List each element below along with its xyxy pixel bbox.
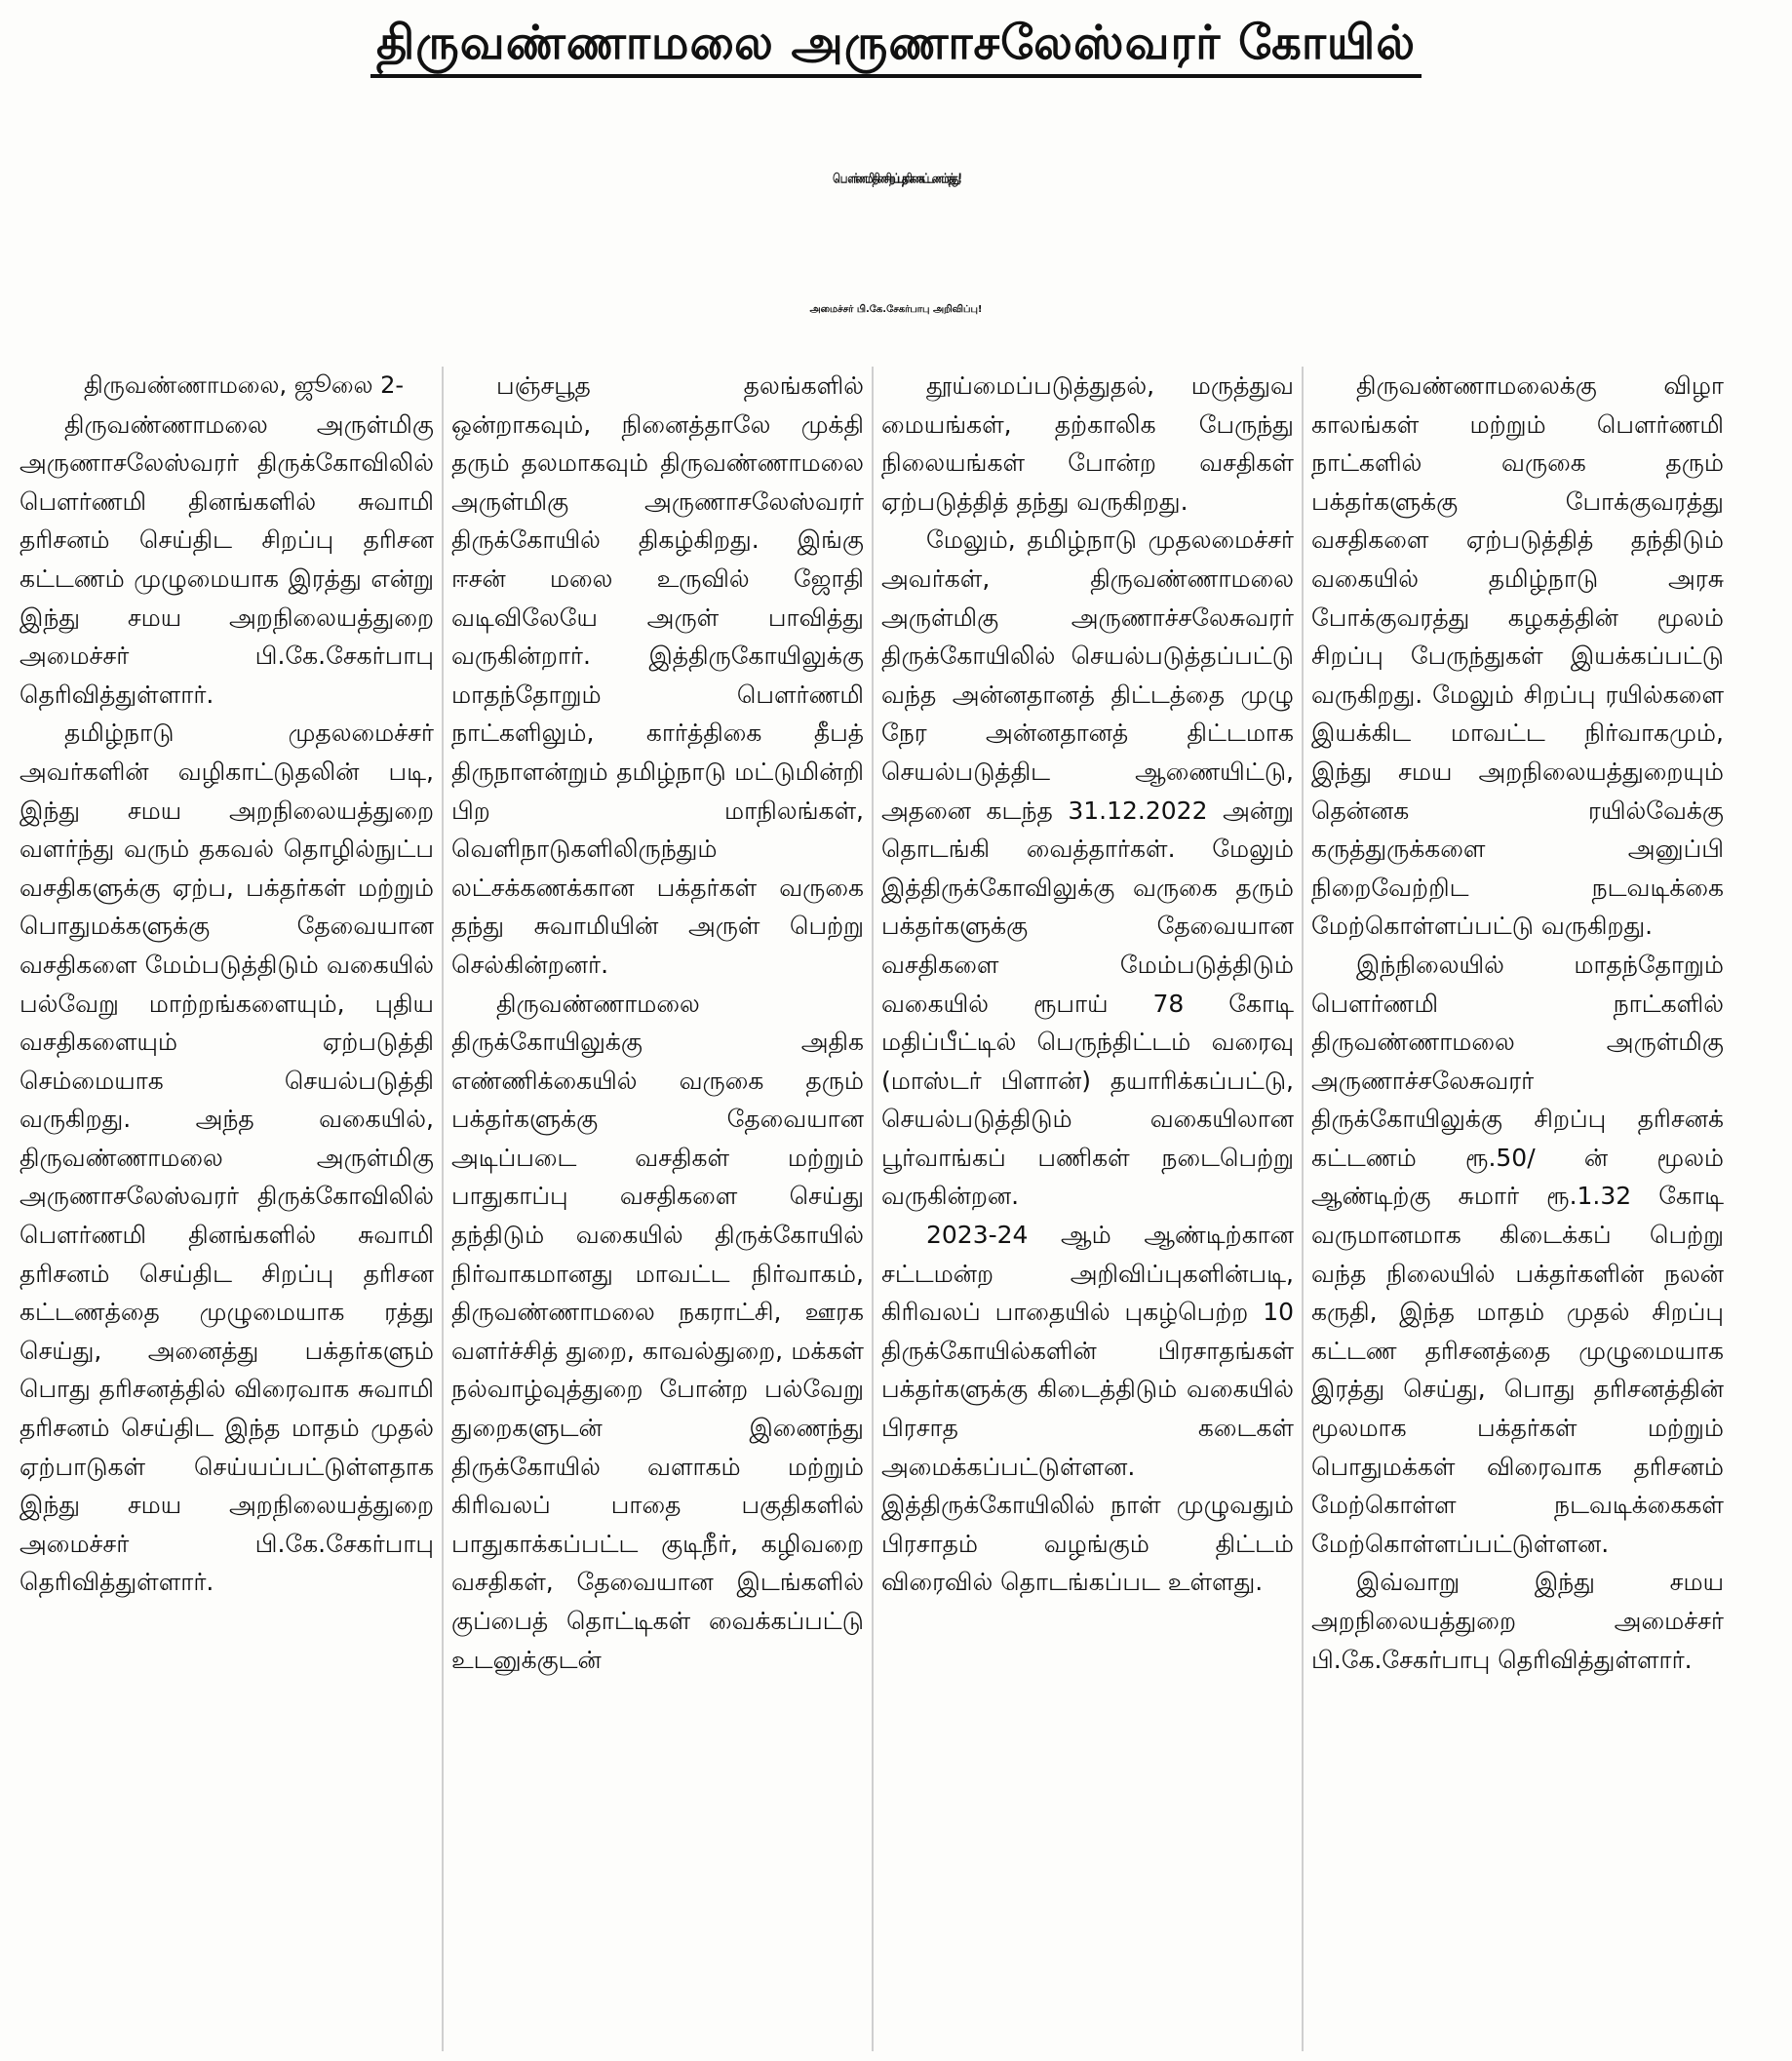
paragraph: 2023-24 ஆம் ஆண்டிற்கான சட்டமன்ற அறிவிப்புகளின்படி, கிரிவலப் பாதையில் புகழ்பெற்ற 10 திருக்கோயில்களின் பிரசாதங்கள் பக்தர்களுக்கு கிடைத்திடும் வகையில் பிரசாத கடைகள் அமைக்கப்பட்டுள்ளன. இத்திருக்கோயிலில் நாள் முழுவதும் பிரசாதம் வழங்கும் திட்டம் விரைவில் தொடங்கப்பட உள்ளது. (881, 1221, 1294, 1597)
paragraph: தூய்மைப்படுத்துதல், மருத்துவ மையங்கள், தற்காலிக பேருந்து நிலையங்கள் போன்ற வசதிகள் ஏற்படுத்தித் தந்து வருகிறது. (881, 371, 1294, 516)
paragraph: இந்நிலையில் மாதந்தோறும் பௌர்ணமி நாட்களில் திருவண்ணாமலை அருள்மிகு அருணாச்சலேசுவரர் திருக்கோயிலுக்கு சிறப்பு தரிசனக் கட்டணம் ரூ.50/ ன் மூலம் ஆண்டிற்கு சுமார் ரூ.1.32 கோடி வருமானமாக கிடைக்கப் பெற்று வந்த நிலையில் பக்தர்களின் நலன் கருதி, இந்த மாதம் முதல் சிறப்பு கட்டண தரிசனத்தை முழுமையாக இரத்து செய்து, பொது தரிசனத்தின் மூலமாக பக்தர்கள் மற்றும் பொதுமக்கள் விரைவாக தரிசனம் மேற்கொள்ள நடவடிக்கைகள் மேற்கொள்ளப்பட்டுள்ளன. (1311, 950, 1724, 1558)
paragraph: திருவண்ணாமலை திருக்கோயிலுக்கு அதிக எண்ணிக்கையில் வருகை தரும் பக்தர்களுக்கு தேவையான அடிப்படை வசதிகள் மற்றும் பாதுகாப்பு வசதிகளை செய்து தந்திடும் வகையில் திருக்கோயில் நிர்வாகமானது மாவட்ட நிர்வாகம், திருவண்ணாமலை நகராட்சி, ஊரக வளர்ச்சித் துறை, காவல்துறை, மக்கள் நல்வாழ்வுத்துறை போன்ற பல்வேறு துறைகளுடன் இணைந்து திருக்கோயில் வளாகம் மற்றும் கிரிவலப் பாதை பகுதிகளில் பாதுகாக்கப்பட்ட குடிநீர், கழிவறை வசதிகள், தேவையான இடங்களில் குப்பைத் தொட்டிகள் வைக்கப்பட்டு உடனுக்குடன் (451, 989, 864, 1674)
headline: பௌர்ணமி தின சிறப்பு தரிசன கட்டணம் ரத்து! (833, 172, 959, 187)
paragraph: தமிழ்நாடு முதலமைச்சர் அவர்களின் வழிகாட்டுதலின் படி, இந்து சமய அறநிலையத்துறை வளர்ந்து வரும் தகவல் தொழில்நுட்ப வசதிகளுக்கு ஏற்ப, பக்தர்கள் மற்றும் பொதுமக்களுக்கு தேவையான வசதிகளை மேம்படுத்திடும் வகையில் பல்வேறு மாற்றங்களையும், புதிய வசதிகளையும் ஏற்படுத்தி செம்மையாக செயல்படுத்தி வருகிறது. அந்த வகையில், திருவண்ணாமலை அருள்மிகு அருணாசலேஸ்வரர் திருக்கோவிலில் பௌர்ணமி தினங்களில் சுவாமி தரிசனம் செய்திட சிறப்பு தரிசன கட்டணத்தை முழுமையாக ரத்து செய்து, அனைத்து பக்தர்களும் பொது தரிசனத்தில் விரைவாக சுவாமி தரிசனம் செய்திட இந்த மாதம் முதல் ஏற்பாடுகள் செய்யப்பட்டுள்ளதாக இந்து சமய அறநிலையத்துறை அமைச்சர் பி.கே.சேகர்பாபு தெரிவித்துள்ளார். (19, 719, 434, 1597)
column-1 (12, 367, 442, 2051)
dateline: திருவண்ணாமலை, ஜூலை 2- (84, 371, 405, 399)
paragraph: திருவண்ணாமலைக்கு விழா காலங்கள் மற்றும் பௌர்ணமி நாட்களில் வருகை தரும் பக்தர்களுக்கு போக்குவரத்து வசதிகளை ஏற்படுத்தித் தந்திடும் வகையில் தமிழ்நாடு அரசு போக்குவரத்து கழகத்தின் மூலம் சிறப்பு பேருந்துகள் இயக்கப்பட்டு வருகிறது. மேலும் சிறப்பு ரயில்களை இயக்கிட மாவட்ட நிர்வாகமும், இந்து சமய அறநிலையத்துறையும் தென்னக ரயில்வேக்கு கருத்துருக்களை அனுப்பி நிறைவேற்றிட நடவடிக்கை மேற்கொள்ளப்பட்டு வருகிறது. (1311, 371, 1724, 941)
column-2 (442, 367, 872, 2051)
paragraph: பஞ்சபூத தலங்களில் ஒன்றாகவும், நினைத்தாலே முக்தி தரும் தலமாகவும் திருவண்ணாமலை அருள்மிகு அருணாசலேஸ்வரர் திருக்கோயில் திகழ்கிறது. இங்கு ஈசன் மலை உருவில் ஜோதி வடிவிலேயே அருள் பாவித்து வருகின்றார். இத்திருகோயிலுக்கு மாதந்தோறும் பௌர்ணமி நாட்களிலும், கார்த்திகை தீபத் திருநாளன்றும் தமிழ்நாடு மட்டுமின்றி பிற மாநிலங்கள், வெளிநாடுகளிலிருந்தும் லட்சக்கணக்கான பக்தர்கள் வருகை தந்து சுவாமியின் அருள் பெற்று செல்கின்றனர். (451, 371, 864, 979)
kicker-header (0, 14, 1792, 78)
kicker-text: திருவண்ணாமலை அருணாசலேஸ்வரர் கோயில் (370, 14, 1422, 78)
paragraph: இவ்வாறு இந்து சமய அறநிலையத்துறை அமைச்சர் பி.கே.சேகர்பாபு தெரிவித்துள்ளார். (1311, 1568, 1724, 1674)
subheadline: அமைச்சர் பி.கே.சேகர்பாபு அறிவிப்பு! (809, 304, 983, 315)
paragraph: மேலும், தமிழ்நாடு முதலமைச்சர் அவர்கள், திருவண்ணாமலை அருள்மிகு அருணாச்சலேசுவரர் திருக்கோயிலில் செயல்படுத்தப்பட்டு வந்த அன்னதானத் திட்டத்தை முழு நேர அன்னதானத் திட்டமாக செயல்படுத்திட ஆணையிட்டு, அதனை கடந்த 31.12.2022 அன்று தொடங்கி வைத்தார்கள். மேலும் இத்திருக்கோவிலுக்கு வருகை தரும் பக்தர்களுக்கு தேவையான வசதிகளை மேம்படுத்திடும் வகையில் ரூபாய் 78 கோடி மதிப்பீட்டில் பெருந்திட்டம் வரைவு (மாஸ்டர் பிளான்) தயாரிக்கப்பட்டு, செயல்படுத்திடும் வகையிலான பூர்வாங்கப் பணிகள் நடைபெற்று வருகின்றன. (881, 525, 1294, 1211)
paragraph: திருவண்ணாமலை அருள்மிகு அருணாசலேஸ்வரர் திருக்கோவிலில் பௌர்ணமி தினங்களில் சுவாமி தரிசனம் செய்திட சிறப்பு தரிசன கட்டணம் முழுமையாக இரத்து என்று இந்து சமய அறநிலையத்துறை அமைச்சர் பி.கே.சேகர்பாபு தெரிவித்துள்ளார். (19, 409, 434, 709)
column-3 (872, 367, 1302, 2051)
column-4 (1302, 367, 1732, 2051)
article-body (12, 367, 1780, 2051)
